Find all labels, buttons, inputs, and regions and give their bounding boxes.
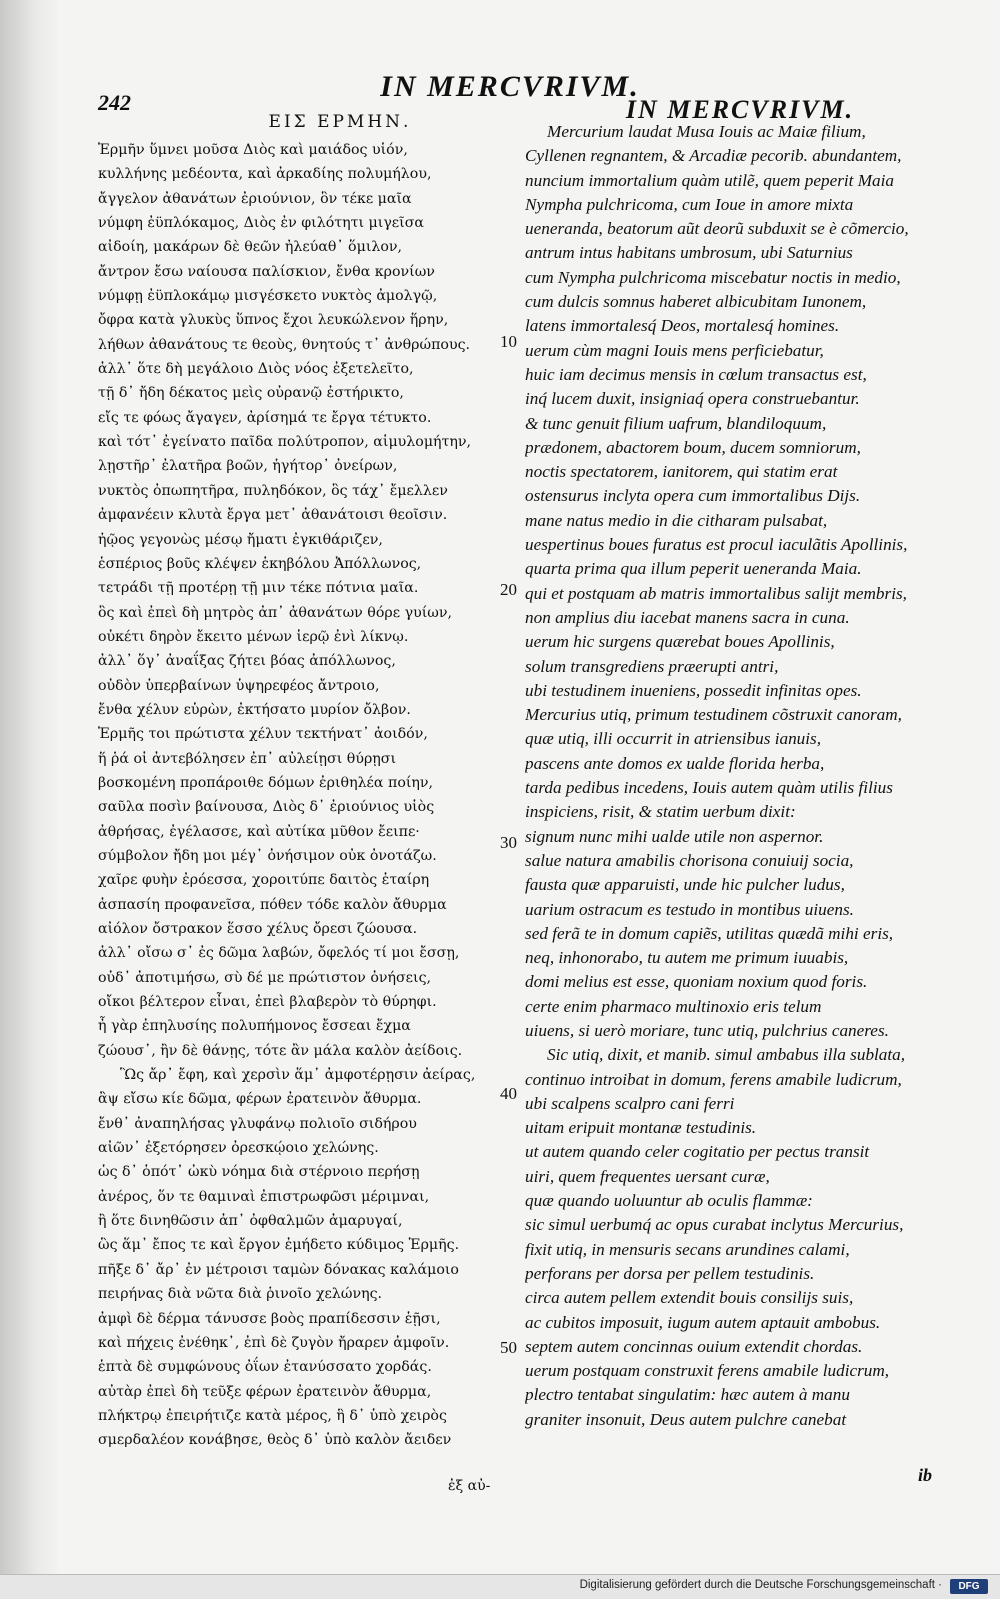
greek-verse-line: ἔνθ᾽ ἀναπηλήσας γλυφάνῳ πολιοῖο σιδήρου <box>98 1115 417 1132</box>
greek-verse-line: ἂψ εἴσω κίε δῶμα, φέρων ἐρατεινὸν ἄθυρμα. <box>98 1091 422 1108</box>
greek-verse-line: ἀμφανέειν κλυτὰ ἔργα μετ᾽ ἀθανάτοισι θεοῖσιν. <box>98 507 448 524</box>
greek-verse-line: Ἑρμῆς τοι πρώτιστα χέλυν τεκτήνατ᾽ ἀοιδόν, <box>98 726 428 743</box>
funding-credit: Digitalisierung gefördert durch die Deutsche Forschungsgemeinschaft · <box>579 1579 942 1591</box>
greek-verse-line: ἄντρον ἔσω ναίουσα παλίσκιον, ἔνθα κρονίων <box>98 263 435 280</box>
latin-verse-line: salue natura amabilis chorisona conuiuij socia, <box>525 850 854 870</box>
greek-verse-line: ἠῷος γεγονὼς μέσῳ ἤματι ἐγκιθάριζεν, <box>98 531 383 548</box>
latin-verse-line: continuo introibat in domum, ferens amabile ludicrum, <box>525 1069 902 1089</box>
greek-verse-line: Ἑρμῆν ὕμνει μοῦσα Διὸς καὶ μαιάδος υἱόν, <box>98 142 408 158</box>
latin-verse-line: ueneranda, beatorum aũt deorũ subduxit se è cõmercio, <box>525 219 909 239</box>
latin-verse-line: prædonem, abactorem boum, ducem somniorum, <box>525 437 861 457</box>
greek-verse-line: νύμφῃ ἐϋπλοκάμῳ μισγέσκετο νυκτὸς ἀμολγῷ, <box>98 288 438 305</box>
greek-text-column <box>98 138 498 1453</box>
latin-verse-line: ubi scalpens scalpro cani ferri <box>525 1093 735 1113</box>
latin-verse-line: perforans per dorsa per pellem testudinis. <box>525 1263 815 1283</box>
greek-verse-line: αἰδοίη, μακάρων δὲ θεῶν ἠλεύαθ᾽ ὅμιλον, <box>98 239 403 256</box>
latin-verse-line: cum dulcis somnus haberet albicubitam Iunonem, <box>525 292 867 312</box>
greek-verse-line: αὐτὰρ ἐπεὶ δὴ τεῦξε φέρων ἐρατεινὸν ἄθυρμα, <box>98 1383 432 1400</box>
greek-verse-line: Ὣς ἄρ᾽ ἔφη, καὶ χερσὶν ἅμ᾽ ἀμφοτέρῃσιν ἀείρας, <box>120 1067 476 1084</box>
latin-verse-line: ostensurus inclyta opera cum immortalibus Dijs. <box>525 486 861 506</box>
latin-verse-line: sic simul uerbumq́ ac opus curabat inclytus Mercurius, <box>525 1215 904 1235</box>
latin-verse-line: uitam eripuit montanæ testudinis. <box>525 1118 757 1138</box>
greek-section-title: ΕΙΣ ΕΡΜΗΝ. <box>268 112 412 132</box>
greek-verse-line: οὐδ᾽ ἀποτιμήσω, σὺ δέ με πρώτιστον ὀνήσεις, <box>98 969 432 986</box>
greek-verse-line: χαῖρε φυὴν ἐρόεσσα, χοροιτύπε δαιτὸς ἑταίρη <box>98 872 430 889</box>
greek-verse-line: σαῦλα ποσὶν βαίνουσα, Διὸς δ᾽ ἐριούνιος υἱὸς <box>98 799 435 816</box>
latin-verse-line: Nympha pulchricoma, cum Ioue in amore mixta <box>525 194 854 214</box>
latin-verse-line: quæ quando uoluuntur ab oculis flammæ: <box>525 1191 813 1211</box>
latin-verse-line: pascens ante domos ex ualde florida herba, <box>525 753 825 773</box>
latin-verse-line: Mercurium laudat Musa Iouis ac Maiæ filium, <box>547 122 866 141</box>
latin-verse-line: & tunc genuit filium uafrum, blandiloquum, <box>525 413 827 433</box>
greek-verse-line: αἰόλον ὄστρακον ἕσσο χέλυς ὄρεσι ζώουσα. <box>98 921 418 937</box>
greek-verse-line: ἢ ὅτε δινηθῶσιν ἀπ᾽ ὀφθαλμῶν ἀμαρυγαί, <box>98 1213 403 1230</box>
greek-verse-line: πειρήνας διὰ νῶτα διὰ ῥινοῖο χελώνης. <box>98 1286 383 1303</box>
greek-verse-line: βοσκομένη προπάροιθε δόμων ἐριθηλέα ποίην, <box>98 774 434 791</box>
greek-verse-line: οὐδὸν ὑπερβαίνων ὑψηρεφέος ἄντροιο, <box>98 677 380 694</box>
greek-verse-line: οὐκέτι δηρὸν ἔκειτο μένων ἱερῷ ἐνὶ λίκνῳ. <box>98 628 409 645</box>
greek-verse-line: σύμβολον ἤδη μοι μέγ᾽ ὀνήσιμον οὐκ ὀνοτάζω. <box>98 847 437 864</box>
greek-verse-line: ἥ ῥά οἱ ἀντεβόλησεν ἐπ᾽ αὐλείῃσι θύρῃσι <box>98 750 397 767</box>
greek-verse-line: ὃς καὶ ἐπεὶ δὴ μητρὸς ἀπ᾽ ἀθανάτων θόρε γυίων, <box>98 604 452 621</box>
greek-verse-line: ἑπτὰ δὲ συμφώνους ὀΐων ἐτανύσσατο χορδάς. <box>98 1359 432 1376</box>
latin-verse-line: ut autem quando celer cogitatio per pectus transit <box>525 1142 870 1162</box>
greek-verse-line: λήθων ἀθανάτους τε θεοὺς, θνητούς τ᾽ ἀνθρώπους. <box>98 336 471 353</box>
greek-verse-line: εἴς τε φόως ἄγαγεν, ἀρίσημά τε ἔργα τέτυκτο. <box>98 409 432 426</box>
greek-verse-line: ἀσπασίη προφανεῖσα, πόθεν τόδε καλὸν ἄθυρμα <box>98 896 447 913</box>
greek-verse-line: καὶ τότ᾽ ἐγείνατο παῖδα πολύτροπον, αἱμυλομήτην, <box>98 434 472 451</box>
latin-verse-line: antrum intus habitans umbrosum, ubi Saturnius <box>525 243 853 263</box>
line-number: 10 <box>500 332 517 351</box>
latin-verse-line: mane natus medio in die citharam pulsabat, <box>525 510 828 530</box>
greek-verse-line: πῆξε δ᾽ ἄρ᾽ ἐν μέτροισι ταμὼν δόνακας καλάμοιο <box>98 1261 459 1278</box>
latin-section-title: IN MERCVRIVM. <box>625 95 855 124</box>
greek-verse-line: ἀλλ᾽ ὅγ᾽ ἀναΐξας ζήτει βόας ἀπόλλωνος, <box>98 653 396 670</box>
latin-verse-line: sed ferã te in domum capiẽs, utilitas quædã mihi eris, <box>525 923 894 943</box>
greek-verse-line: ἔνθα χέλυν εὑρὼν, ἐκτήσατο μυρίον ὄλβον. <box>98 701 411 718</box>
latin-verse-line: inspiciens, risit, & statim uerbum dixit: <box>525 802 796 822</box>
greek-verse-line: νυκτὸς ὀπωπητῆρα, πυληδόκον, ὃς τάχ᾽ ἔμελλεν <box>98 482 448 499</box>
line-number: 20 <box>500 580 517 599</box>
latin-verse-line: signum nunc mihi ualde utile non aspernor. <box>525 826 824 846</box>
greek-verse-line: οἴκοι βέλτερον εἶναι, ἐπεὶ βλαβερὸν τὸ θύρηφι. <box>98 994 437 1011</box>
page-number: 242 <box>98 90 131 115</box>
latin-verse-line: neq, inhonorabo, tu autem me primum iuuabis, <box>525 948 849 968</box>
latin-verse-line: uarium ostracum es testudo in montibus uiuens. <box>525 899 854 919</box>
greek-verse-line: ἀνέρος, ὅν τε θαμιναὶ ἐπιστρωφῶσι μέριμναι, <box>98 1188 430 1205</box>
greek-verse-line: κυλλήνης μεδέοντα, καὶ ἀρκαδίης πολυμήλου, <box>98 166 432 183</box>
greek-verse-line: ἦ γὰρ ἐπηλυσίης πολυπήμονος ἔσσεαι ἔχμα <box>98 1018 411 1035</box>
greek-verse-line: ὣς ἅμ᾽ ἔπος τε καὶ ἔργον ἐμήδετο κύδιμος Ἑρμῆς. <box>98 1237 460 1254</box>
latin-verse-line: Mercurius utiq, primum testudinem cõstruxit canoram, <box>525 705 902 725</box>
latin-verse-line: Cyllenen regnantem, & Arcadiæ pecorib. abundantem, <box>525 146 902 166</box>
latin-verse-line: noctis spectatorem, ianitorem, qui statim erat <box>525 462 838 482</box>
latin-verse-line: uerum postquam construxit ferens amabile ludicrum, <box>525 1361 890 1381</box>
latin-verse-line: cum Nympha pulchricoma miscebatur noctis in medio, <box>525 267 901 287</box>
greek-verse-line: ἀλλ᾽ ὅτε δὴ μεγάλοιο Διὸς νόος ἐξετελεῖτο, <box>98 361 414 378</box>
latin-verse-line: quæ utiq, illi occurrit in atriensibus ianuis, <box>525 729 822 749</box>
latin-verse-line: nuncium immortalium quàm utilẽ, quem peperit Maia <box>525 170 895 190</box>
greek-verse-line: ἀμφὶ δὲ δέρμα τάνυσσε βοὸς πραπίδεσσιν ἑῇσι, <box>98 1310 441 1327</box>
greek-verse-line: ἀλλ᾽ οἴσω σ᾽ ἐς δῶμα λαβών, ὄφελός τί μοι ἔσσῃ, <box>98 945 460 962</box>
page-gutter-shadow <box>0 0 60 1598</box>
latin-verse-line: circa autem pellem extendit bouis consilijs suis, <box>525 1288 854 1308</box>
latin-verse-line: inq́ lucem duxit, insigniaq́ opera construebantur. <box>525 389 860 409</box>
dfg-logo-icon: DFG <box>950 1579 988 1594</box>
latin-verse-line: huic iam decimus mensis in cœlum transactus est, <box>525 364 867 384</box>
greek-verse-line: ἄγγελον ἀθανάτων ἐριούνιον, ὃν τέκε μαῖα <box>98 190 412 207</box>
latin-verse-line: fausta quæ apparuisti, unde hic pulcher ludus, <box>525 875 845 895</box>
digitization-footer <box>0 1574 1000 1599</box>
running-head: IN MERCVRIVM. <box>380 70 640 103</box>
greek-verse-line: ἀθρήσας, ἐγέλασσε, καὶ αὐτίκα μῦθον ἔειπε· <box>98 823 420 840</box>
latin-text-column <box>525 120 920 1432</box>
latin-verse-line: septem autem concinnas ouium extendit chordas. <box>525 1336 863 1356</box>
greek-catchword: ἐξ αὐ- <box>448 1478 491 1494</box>
line-number: 40 <box>500 1084 517 1103</box>
latin-verse-line: ubi testudinem inueniens, possedit infinitas opes. <box>525 680 862 700</box>
greek-verse-line: τῇ δ᾽ ἤδη δέκατος μεὶς οὐρανῷ ἐστήρικτο, <box>98 385 404 402</box>
greek-verse-line: πλήκτρῳ ἐπειρήτιζε κατὰ μέρος, ἣ δ᾽ ὑπὸ χειρὸς <box>98 1407 447 1424</box>
greek-verse-line: λῃστῆρ᾽ ἐλατῆρα βοῶν, ἡγήτορ᾽ ὀνείρων, <box>98 458 398 475</box>
latin-verse-line: tarda pedibus incedens, Iouis autem quàm utilis filius <box>525 778 893 798</box>
latin-verse-line: certe enim pharmaco multinoxio eris telum <box>525 996 822 1016</box>
latin-verse-line: Sic utiq, dixit, et manib. simul ambabus illa sublata, <box>547 1045 906 1065</box>
latin-verse-line: non amplius diu iacebat manens sacra in cuna. <box>525 607 850 627</box>
latin-verse-line: graniter insonuit, Deus autem pulchre canebat <box>525 1409 847 1429</box>
greek-verse-line: αἰῶν᾽ ἐξετόρησεν ὀρεσκῴοιο χελώνης. <box>98 1140 379 1157</box>
greek-verse-line: νύμφη ἐϋπλόκαμος, Διὸς ἐν φιλότητι μιγεῖσα <box>98 215 424 232</box>
line-number: 30 <box>500 833 517 852</box>
latin-verse-line: uespertinus boues furatus est procul iaculãtis Apollinis, <box>525 535 908 555</box>
latin-verse-line: ac cubitos imposuit, iugum autem aptauit ambobus. <box>525 1312 881 1332</box>
latin-verse-line: fixit utiq, in mensuris secans arundines calami, <box>525 1239 850 1259</box>
greek-verse-line: καὶ πήχεις ἐνέθηκ᾽, ἐπὶ δὲ ζυγὸν ἤραρεν ἀμφοῖν. <box>98 1334 450 1351</box>
latin-verse-line: uiuens, si uerò moriare, tunc utiq, pulchrius caneres. <box>525 1020 889 1040</box>
latin-verse-line: uerum hic surgens quærebat boues Apollinis, <box>525 632 835 652</box>
latin-verse-line: latens immortalesq́ Deos, mortalesq́ homines. <box>525 316 840 336</box>
greek-verse-line: ὄφρα κατὰ γλυκὺς ὕπνος ἔχοι λευκώλενον ἥρην, <box>98 312 449 329</box>
greek-verse-line: ζώουσ᾽, ἢν δὲ θάνῃς, τότε ἂν μάλα καλὸν ἀείδοις. <box>98 1042 463 1059</box>
latin-verse-line: domi melius est esse, quoniam noxium quod foris. <box>525 972 868 992</box>
latin-verse-line: qui et postquam ab matris immortalibus salijt membris, <box>525 583 907 603</box>
greek-verse-line: ὡς δ᾽ ὁπότ᾽ ὠκὺ νόημα διὰ στέρνοιο περήσῃ <box>98 1164 420 1181</box>
greek-verse-line: ἑσπέριος βοῦς κλέψεν ἑκηβόλου Ἀπόλλωνος, <box>98 555 422 572</box>
printer-signature: ib <box>918 1465 933 1485</box>
latin-verse-line: quarta prima qua illum peperit ueneranda Maia. <box>525 559 862 579</box>
latin-verse-line: uiri, quem frequentes uersant curæ, <box>525 1166 770 1186</box>
latin-verse-line: solum transgrediens præerupti antri, <box>525 656 779 676</box>
latin-verse-line: plectro tentabat singulatim: hæc autem à manu <box>525 1385 850 1405</box>
greek-verse-line: σμερδαλέον κονάβησε, θεὸς δ᾽ ὑπὸ καλὸν ἄειδεν <box>98 1432 452 1449</box>
latin-verse-line: uerum cùm magni Iouis mens perficiebatur, <box>525 340 824 360</box>
line-number: 50 <box>500 1338 517 1357</box>
greek-verse-line: τετράδι τῇ προτέρῃ τῇ μιν τέκε πότνια μαῖα. <box>98 580 419 597</box>
